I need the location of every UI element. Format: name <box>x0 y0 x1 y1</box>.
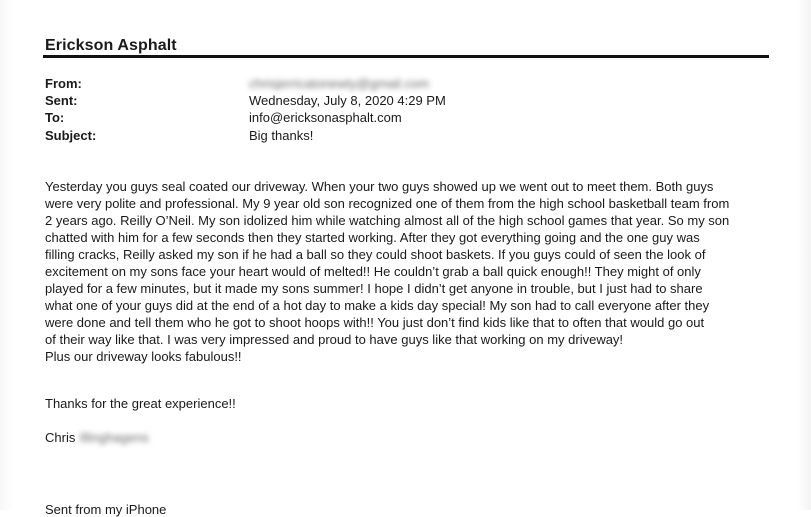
body-line: were very polite and professional. My 9 year old son recognized one of them from the high school basketball team from <box>45 196 730 211</box>
body-line: filling cracks, Reilly asked my son if he had a ball so they could shoot baskets. If you guys could of seen the look of <box>45 247 706 262</box>
closing-line: Thanks for the great experience!! <box>45 396 236 411</box>
subject-value: Big thanks! <box>249 128 314 143</box>
email-body <box>45 178 785 365</box>
body-line: of their way like that. I was very impressed and proud to have guys like that working on my driveway! <box>45 332 624 347</box>
body-line: what one of your guys did at the end of a hot day to make a kids day special! My son had to call everyone after they <box>45 298 710 313</box>
subject-label: Subject: <box>45 128 97 143</box>
from-value-redacted: chrisjerricatonewty@gmail.com <box>249 76 430 91</box>
body-line: played for a few minutes, but it made my sons summer! I hope I didn’t get anyone in trouble, but I just had to share <box>45 281 703 296</box>
body-line: were done and tell them who he got to shoot hoops with!! You just don’t find kids like that to often that would go out <box>45 315 705 330</box>
to-label: To: <box>45 110 65 125</box>
header-divider <box>43 55 769 58</box>
sent-value: Wednesday, July 8, 2020 4:29 PM <box>249 93 446 108</box>
signature <box>45 430 149 445</box>
body-line: Yesterday you guys seal coated our driveway. When your two guys showed up we went out to meet them. Both guys <box>45 179 714 194</box>
organization-name: Erickson Asphalt <box>45 37 177 54</box>
signature-last-name-redacted: Illinghagens <box>79 430 149 445</box>
body-line: 2 years ago. Reilly O’Neil. My son idolized him while watching almost all of the high school games that year. So my son <box>45 213 730 228</box>
body-line: excitement on my sons face your heart would of melted!! He couldn’t grab a ball quick enough!! They might of only <box>45 264 701 279</box>
sent-label: Sent: <box>45 93 78 108</box>
body-line: chatted with him for a few seconds then they started working. After they got everything going and the one guy was <box>45 230 700 245</box>
from-label: From: <box>45 76 82 91</box>
sent-from-line: Sent from my iPhone <box>45 502 167 517</box>
to-value: info@ericksonasphalt.com <box>249 110 402 125</box>
signature-first-name: Chris <box>45 430 76 445</box>
body-line: Plus our driveway looks fabulous!! <box>45 349 242 364</box>
